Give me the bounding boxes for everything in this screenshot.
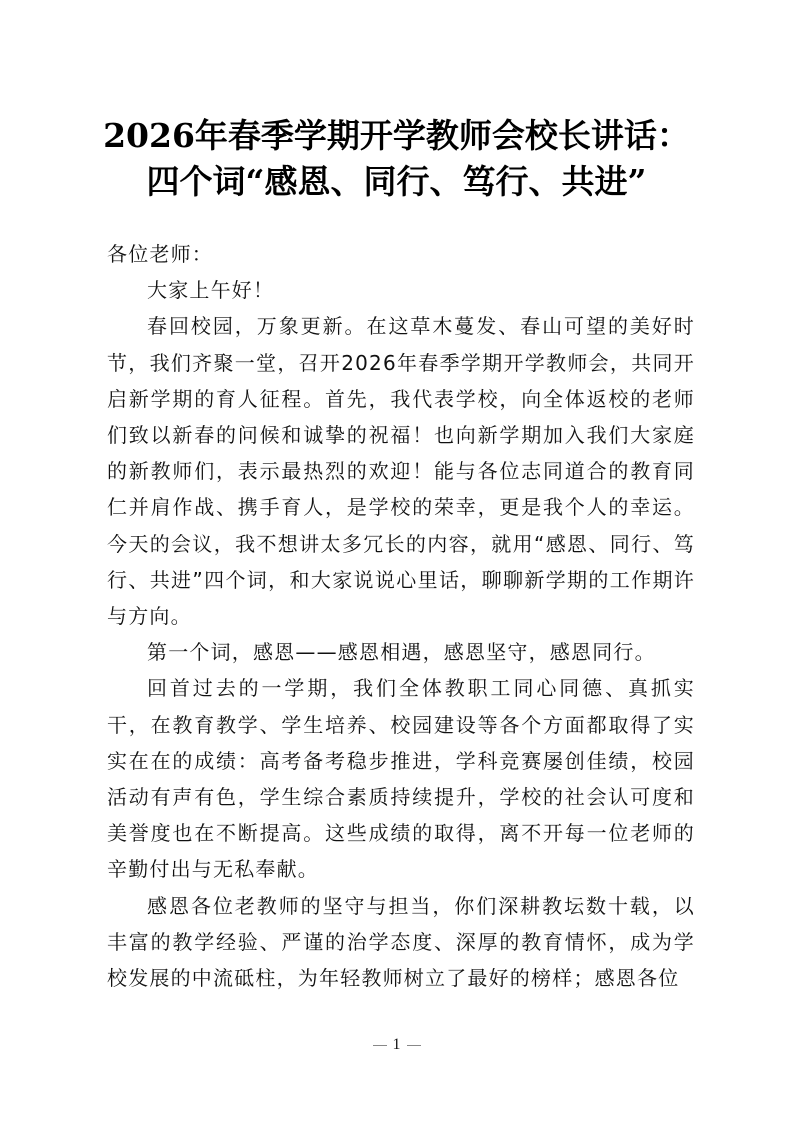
page-footer (0, 1036, 793, 1054)
dash-decoration (407, 1045, 421, 1046)
paragraph: 大家上午好！ (147, 278, 275, 303)
salutation: 各位老师： (107, 242, 213, 266)
document-title: 2026年春季学期开学教师会校长讲话：四个词“感恩、同行、笃行、共进” (103, 116, 690, 201)
paragraph: 感恩各位老教师的坚守与担当，你们深耕教坛数十载，以丰富的教学经验、严谨的治学态度、深厚的教育情怀，成为学校发展的中流砥柱，为年轻教师树立了最好的榜样；感恩各位 (107, 893, 695, 991)
dash-decoration (373, 1045, 387, 1046)
paragraph: 春回校园，万象更新。在这草木蔓发、春山可望的美好时节，我们齐聚一堂，召开2026年春季学期开学教师会，共同开启新学期的育人征程。首先，我代表学校，向全体返校的老师们致以新春的问候和诚挚的祝福！也向新学期加入我们大家庭的新教师们，表示最热烈的欢迎！能与各位志同道合的教育同仁并肩作战、携手育人，是学校的荣幸，更是我个人的幸运。今天的会议，我不想讲太多冗长的内容，就用“感恩、同行、笃行、共进”四个词，和大家说说心里话，聊聊新学期的工作期许与方向。 (107, 314, 695, 629)
page-number: 1 (392, 1036, 401, 1053)
document-body (107, 236, 695, 996)
section-heading: 第一个词，感恩——感恩相遇，感恩坚守，感恩同行。 (147, 640, 656, 665)
paragraph: 回首过去的一学期，我们全体教职工同心同德、真抓实干，在教育教学、学生培养、校园建设等各个方面都取得了实实在在的成绩：高考备考稳步推进，学科竞赛屡创佳绩，校园活动有声有色，学生综合素质持续提升，学校的社会认可度和美誉度也在不断提高。这些成绩的取得，离不开每一位老师的辛勤付出与无私奉献。 (107, 676, 695, 882)
